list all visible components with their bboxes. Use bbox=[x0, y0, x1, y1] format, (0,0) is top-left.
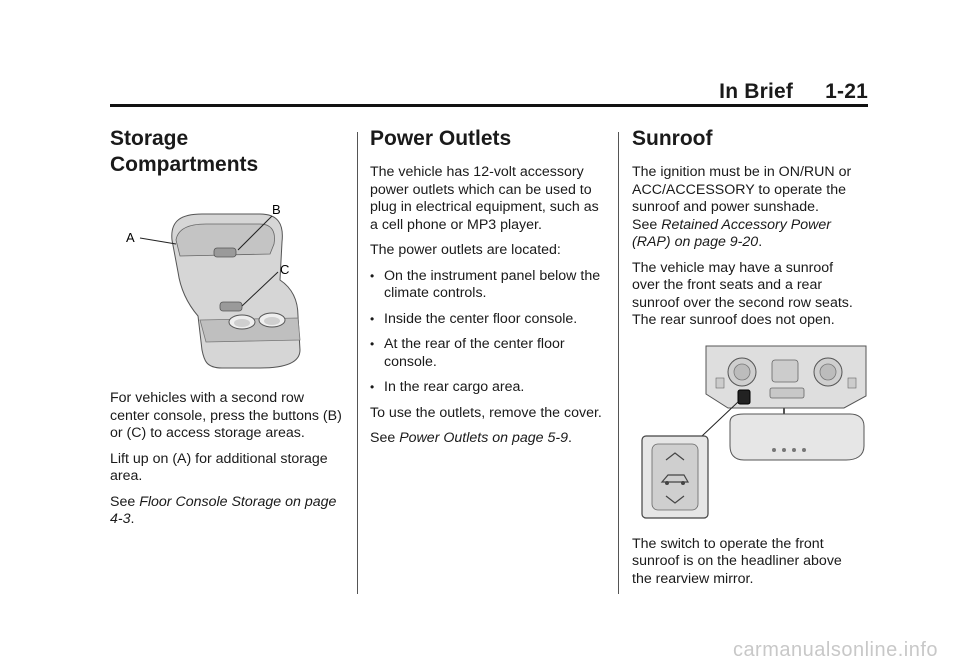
column-divider bbox=[618, 132, 619, 594]
storage-ref-link[interactable]: Floor Console Storage on page 4-3 bbox=[110, 493, 337, 527]
power-text-3: To use the outlets, remove the cover. bbox=[370, 404, 602, 421]
list-item: • Inside the center floor console. bbox=[370, 310, 578, 327]
sunroof-ref-link[interactable]: Retained Accessory Power (RAP) on page 9-20 bbox=[632, 216, 832, 250]
power-heading: Power Outlets bbox=[370, 127, 512, 150]
page-number: 1-21 bbox=[825, 80, 868, 103]
power-text-2: The power outlets are located: bbox=[370, 242, 561, 258]
column-divider bbox=[357, 132, 358, 594]
bullet: • bbox=[370, 380, 375, 394]
sunroof-switch-marker bbox=[738, 390, 750, 404]
header-rule bbox=[110, 104, 868, 107]
sunroof-text-3: The switch to operate the front sunroof is on the headliner above the rearview mirror. bbox=[632, 535, 842, 587]
storage-see-reference: See Floor Console Storage on page 4-3. bbox=[110, 493, 337, 527]
storage-heading: Storage Compartments bbox=[110, 127, 259, 176]
button-c-shape bbox=[220, 302, 242, 311]
list-item: • On the instrument panel below the climate controls. bbox=[370, 267, 601, 301]
button-b-shape bbox=[214, 248, 236, 257]
bullet: • bbox=[370, 337, 375, 351]
power-text-1: The vehicle has 12-volt accessory power outlets which can be used to plug in electrical equipment, such as a cell phone or MP3 player. bbox=[370, 164, 599, 233]
watermark: carmanualsonline.info bbox=[732, 639, 938, 661]
sunroof-text-2: The vehicle may have a sunroof over the front seats and a rear sunroof over the second row seats. The rear sunroof does not open. bbox=[632, 259, 853, 328]
overhead-console-illustration bbox=[632, 338, 868, 524]
power-column bbox=[370, 126, 602, 456]
bullet: • bbox=[370, 268, 375, 283]
callout-b: B bbox=[272, 202, 281, 217]
page-header bbox=[719, 80, 868, 104]
list-item: • At the rear of the center floor console. bbox=[370, 336, 565, 370]
storage-text-1: For vehicles with a second row center console, press the buttons (B) or (C) to access storage areas. bbox=[110, 390, 342, 441]
sunroof-column bbox=[632, 126, 864, 596]
sunroof-text-1: The ignition must be in ON/RUN or ACC/ACCESSORY to operate the sunroof and power sunshade. See Retained Accessory Power (RAP) on page 9-20. bbox=[632, 164, 852, 250]
storage-column bbox=[110, 126, 342, 537]
bullet: • bbox=[370, 311, 375, 326]
power-ref-link[interactable]: Power Outlets on page 5-9 bbox=[399, 430, 568, 446]
outlet-location-list bbox=[370, 268, 602, 397]
storage-text-2: Lift up on (A) for additional storage area. bbox=[110, 450, 328, 484]
callout-c: C bbox=[280, 262, 290, 277]
power-see-reference: See Power Outlets on page 5-9. bbox=[370, 430, 572, 446]
section-name: In Brief bbox=[719, 80, 794, 103]
list-item: • In the rear cargo area. bbox=[370, 379, 525, 395]
sunroof-heading: Sunroof bbox=[632, 127, 713, 150]
callout-a: A bbox=[126, 230, 135, 245]
console-illustration bbox=[110, 190, 342, 378]
